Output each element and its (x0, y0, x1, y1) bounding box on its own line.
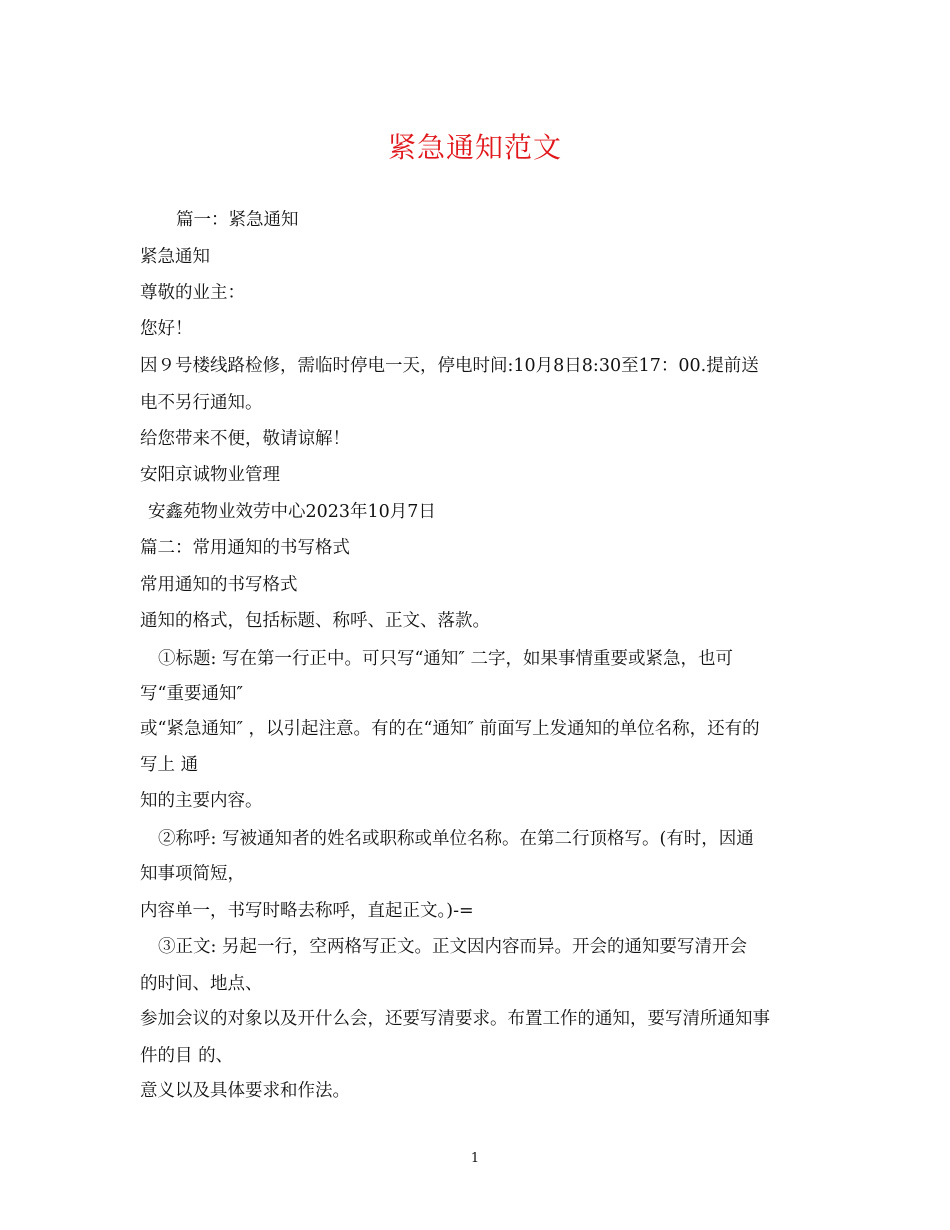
text-line: 参加会议的对象以及开什么会，还要写清要求。布置工作的通知，要写清所通知事 (140, 1009, 770, 1029)
page-number: 1 (470, 1151, 480, 1166)
text-line: 知的主要内容。 (140, 791, 263, 811)
text-line: 紧急通知 (140, 247, 210, 267)
text-line: ③正文: 另起一行，空两格写正文。正文因内容而异。开会的通知要写清开会 (158, 937, 747, 957)
text-line: 内容单一，书写时略去称呼，直起正文。)-= (140, 901, 474, 921)
text-line: 或“紧急通知″ ，以引起注意。有的在“通知″ 前面写上发通知的单位名称，还有的 (140, 719, 760, 739)
text-line: 安鑫苑物业效劳中心2023年10月7日 (148, 502, 436, 522)
document-title: 紧急通知范文 (387, 131, 562, 164)
text-line: 给您带来不便，敬请谅解！ (140, 429, 350, 449)
text-line: ②称呼: 写被通知者的姓名或职称或单位名称。在第二行顶格写。(有时，因通 (158, 829, 754, 849)
text-line: 写“重要通知″ (140, 684, 243, 704)
text-line: 通知的格式，包括标题、称呼、正文、落款。 (140, 611, 490, 631)
text-line: 您好！ (140, 319, 193, 339)
text-line: 写上 通 (140, 755, 199, 775)
text-line: 常用通知的书写格式 (140, 575, 298, 595)
text-line: 因９号楼线路检修，需临时停电一天，停电时间:10月8日8:30至17：00.提前送 (140, 356, 759, 376)
text-line: 的时间、地点、 (140, 974, 263, 994)
section-heading: 篇二：常用通知的书写格式 (140, 538, 350, 558)
text-line: 电不另行通知。 (140, 393, 263, 413)
section-heading: 篇一：紧急通知 (176, 210, 299, 230)
text-line: 尊敬的业主： (140, 283, 245, 303)
text-line: 知事项简短， (140, 864, 245, 884)
text-line: 意义以及具体要求和作法。 (140, 1081, 350, 1101)
text-line: 安阳京诚物业管理 (140, 465, 280, 485)
text-line: ①标题: 写在第一行正中。可只写“通知″ 二字，如果事情重要或紧急，也可 (158, 649, 734, 669)
text-line: 件的目 的、 (140, 1046, 234, 1066)
